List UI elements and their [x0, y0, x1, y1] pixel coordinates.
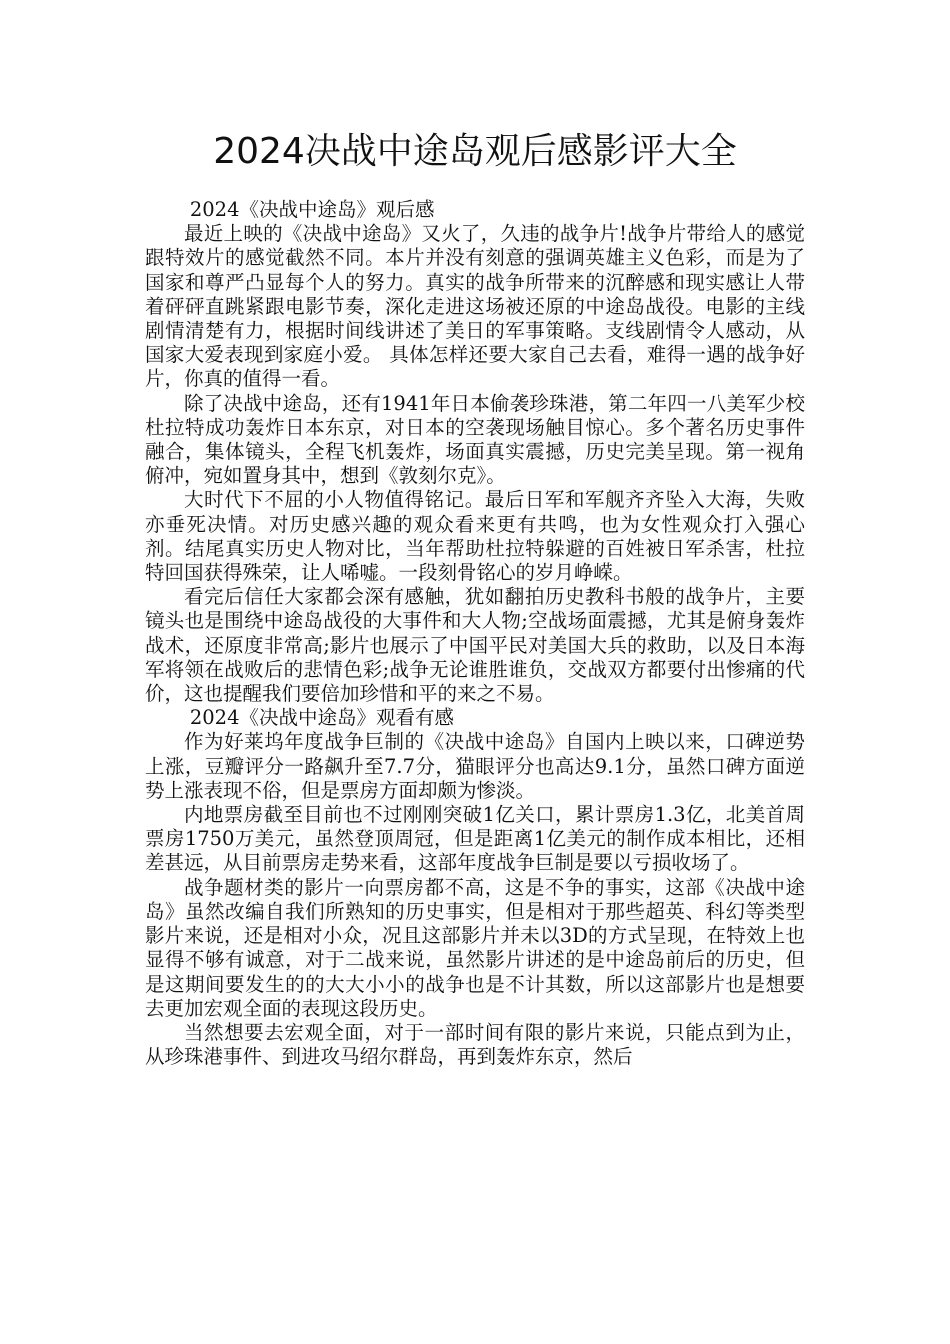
- paragraph: 作为好莱坞年度战争巨制的《决战中途岛》自国内上映以来，口碑逆势上涨，豆瓣评分一路飙升至7.7分，猫眼评分也高达9.1分，虽然口碑方面逆势上涨表现不俗，但是票房方面却颇为惨淡。: [145, 730, 805, 802]
- paragraph: 除了决战中途岛，还有1941年日本偷袭珍珠港，第二年四一八美军少校杜拉特成功轰炸日本东京，对日本的空袭现场触目惊心。多个著名历史事件融合，集体镜头，全程飞机轰炸，场面真实震撼，历史完美呈现。第一视角俯冲，宛如置身其中，想到《敦刻尔克》。: [145, 391, 805, 488]
- paragraph: 当然想要去宏观全面，对于一部时间有限的影片来说，只能点到为止，从珍珠港事件、到进攻马绍尔群岛，再到轰炸东京，然后: [145, 1020, 805, 1069]
- section-heading: 2024《决战中途岛》观后感: [189, 198, 435, 221]
- paragraph: 内地票房截至目前也不过刚刚突破1亿关口，累计票房1.3亿，北美首周票房1750万美元，虽然登顶周冠，但是距离1亿美元的制作成本相比，还相差甚远，从目前票房走势来看，这部年度战争巨制是要以亏损收场了。: [145, 803, 805, 875]
- document-title: 2024决战中途岛观后感影评大全: [213, 131, 737, 172]
- section-heading: 2024《决战中途岛》观看有感: [189, 706, 454, 730]
- paragraph: 战争题材类的影片一向票房都不高，这是不争的事实，这部《决战中途岛》虽然改编自我们所熟知的历史事实，但是相对于那些超英、科幻等类型影片来说，还是相对小众，况且这部影片并未以3D的方式呈现，在特效上也显得不够有诚意，对于二战来说，虽然影片讲述的是中途岛前后的历史，但是这期间要发生的的大大小小的战争也是不计其数，所以这部影片也是想要去更加宏观全面的表现这段历史。: [145, 875, 805, 1020]
- paragraph: 看完后信任大家都会深有感触，犹如翻拍历史教科书般的战争片，主要镜头也是围绕中途岛战役的大事件和大人物;空战场面震撼，尤其是俯身轰炸战术，还原度非常高;影片也展示了中国平民对美国大兵的救助，以及日本海军将领在战败后的悲情色彩;战争无论谁胜谁负，交战双方都要付出惨痛的代价，这也提醒我们要倍加珍惜和平的来之不易。: [145, 585, 805, 706]
- paragraph: 最近上映的《决战中途岛》又火了，久违的战争片!战争片带给人的感觉跟特效片的感觉截然不同。本片并没有刻意的强调英雄主义色彩，而是为了国家和尊严凸显每个人的努力。真实的战争所带来的沉醉感和现实感让人带着砰砰直跳紧跟电影节奏，深化走进这场被还原的中途岛战役。电影的主线剧情清楚有力，根据时间线讲述了美日的军事策略。支线剧情令人感动，从国家大爱表现到家庭小爱。 具体怎样还要大家自己去看，难得一遇的战争好片，你真的值得一看。: [145, 222, 805, 391]
- document-body: [145, 198, 805, 1069]
- paragraph: 大时代下不屈的小人物值得铭记。最后日军和军舰齐齐坠入大海，失败亦垂死决情。对历史感兴趣的观众看来更有共鸣，也为女性观众打入强心剂。结尾真实历史人物对比，当年帮助杜拉特躲避的百姓被日军杀害，杜拉特回国获得殊荣，让人唏嘘。一段刻骨铭心的岁月峥嵘。: [145, 488, 805, 585]
